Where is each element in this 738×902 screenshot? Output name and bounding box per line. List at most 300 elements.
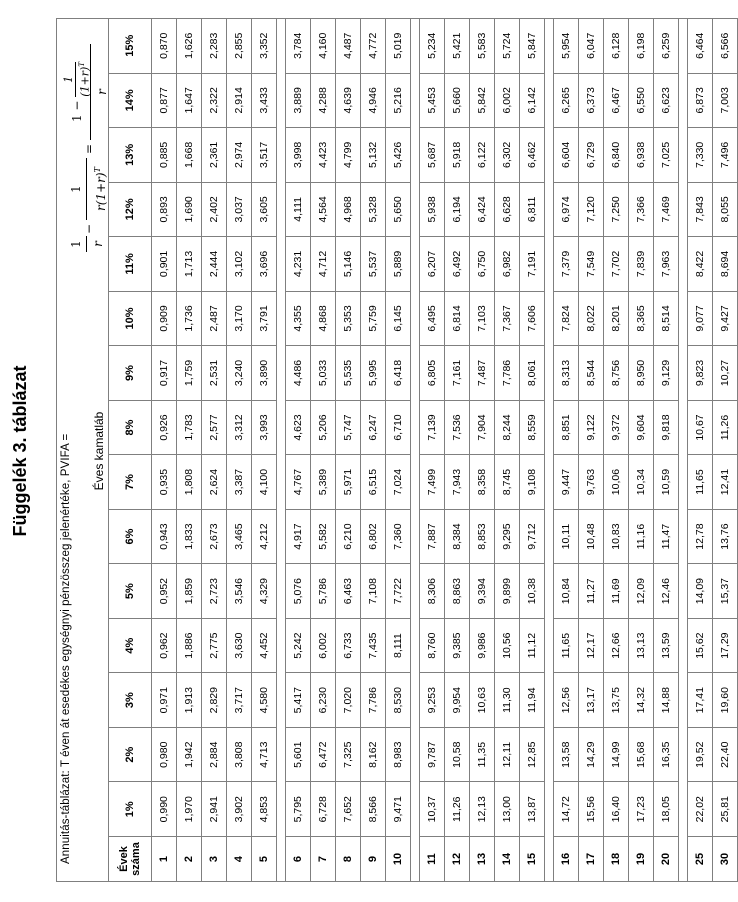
value-cell: 6,207 xyxy=(420,237,445,292)
value-cell: 2,775 xyxy=(202,618,227,673)
value-cell: 1,668 xyxy=(177,128,202,183)
year-cell: 13 xyxy=(470,837,495,882)
value-cell: 6,495 xyxy=(420,291,445,346)
value-cell: 11,69 xyxy=(604,564,629,619)
value-cell: 5,938 xyxy=(420,182,445,237)
value-cell: 11,30 xyxy=(495,673,520,728)
value-cell: 9,372 xyxy=(604,400,629,455)
value-cell: 7,786 xyxy=(495,346,520,401)
value-cell: 8,950 xyxy=(629,346,654,401)
value-cell: 4,160 xyxy=(311,19,336,74)
value-cell: 5,421 xyxy=(445,19,470,74)
value-cell: 2,577 xyxy=(202,400,227,455)
value-cell: 6,492 xyxy=(445,237,470,292)
value-cell: 10,59 xyxy=(654,455,679,510)
value-cell: 2,829 xyxy=(202,673,227,728)
value-cell: 6,230 xyxy=(311,673,336,728)
year-cell: 16 xyxy=(554,837,579,882)
value-cell: 9,129 xyxy=(654,346,679,401)
value-cell: 7,250 xyxy=(604,182,629,237)
table-row xyxy=(177,19,202,882)
value-cell: 4,288 xyxy=(311,73,336,128)
value-cell: 17,23 xyxy=(629,782,654,837)
value-cell: 14,32 xyxy=(629,673,654,728)
value-cell: 4,946 xyxy=(361,73,386,128)
table-row xyxy=(420,19,445,882)
year-cell: 5 xyxy=(252,837,277,882)
value-cell: 5,328 xyxy=(361,182,386,237)
value-cell: 8,201 xyxy=(604,291,629,346)
value-cell: 10,34 xyxy=(629,455,654,510)
formula-fraction-1: 1 r xyxy=(62,236,111,252)
value-cell: 5,537 xyxy=(361,237,386,292)
value-cell: 10,37 xyxy=(420,782,445,837)
value-cell: 9,122 xyxy=(579,400,604,455)
value-cell: 14,99 xyxy=(604,727,629,782)
value-cell: 3,717 xyxy=(227,673,252,728)
value-cell: 11,47 xyxy=(654,509,679,564)
value-cell: 1,886 xyxy=(177,618,202,673)
value-cell: 2,444 xyxy=(202,237,227,292)
value-cell: 0,877 xyxy=(152,73,177,128)
year-cell: 12 xyxy=(445,837,470,882)
value-cell: 0,901 xyxy=(152,237,177,292)
rate-header: 7% xyxy=(109,455,152,510)
value-cell: 12,17 xyxy=(579,618,604,673)
value-cell: 19,60 xyxy=(713,673,738,728)
formula-fraction-2: 1 $r(1+r)^T$ xyxy=(62,158,111,220)
year-cell: 30 xyxy=(713,837,738,882)
value-cell: 3,240 xyxy=(227,346,252,401)
value-cell: 5,242 xyxy=(286,618,311,673)
value-cell: 14,29 xyxy=(579,727,604,782)
value-cell: 9,427 xyxy=(713,291,738,346)
value-cell: 6,198 xyxy=(629,19,654,74)
value-cell: 8,756 xyxy=(604,346,629,401)
value-cell: 6,259 xyxy=(654,19,679,74)
rate-header: 10% xyxy=(109,291,152,346)
value-cell: 2,884 xyxy=(202,727,227,782)
value-cell: 5,353 xyxy=(336,291,361,346)
value-cell: 4,799 xyxy=(336,128,361,183)
value-cell: 6,128 xyxy=(604,19,629,74)
value-cell: 8,358 xyxy=(470,455,495,510)
value-cell: 5,426 xyxy=(386,128,411,183)
value-cell: 14,09 xyxy=(688,564,713,619)
year-cell: 11 xyxy=(420,837,445,882)
value-cell: 4,917 xyxy=(286,509,311,564)
value-cell: 8,694 xyxy=(713,237,738,292)
value-cell: 3,517 xyxy=(252,128,277,183)
table-row xyxy=(654,19,679,882)
value-cell: 8,022 xyxy=(579,291,604,346)
value-cell: 1,736 xyxy=(177,291,202,346)
value-cell: 8,306 xyxy=(420,564,445,619)
rate-header: 9% xyxy=(109,346,152,401)
value-cell: 6,604 xyxy=(554,128,579,183)
value-cell: 10,38 xyxy=(520,564,545,619)
value-cell: 5,417 xyxy=(286,673,311,728)
value-cell: 8,514 xyxy=(654,291,679,346)
value-cell: 1,690 xyxy=(177,182,202,237)
value-cell: 19,52 xyxy=(688,727,713,782)
value-cell: 4,772 xyxy=(361,19,386,74)
value-cell: 1,970 xyxy=(177,782,202,837)
value-cell: 8,162 xyxy=(361,727,386,782)
value-cell: 6,982 xyxy=(495,237,520,292)
value-cell: 11,12 xyxy=(520,618,545,673)
value-cell: 8,313 xyxy=(554,346,579,401)
value-cell: 0,917 xyxy=(152,346,177,401)
year-cell: 4 xyxy=(227,837,252,882)
value-cell: 6,623 xyxy=(654,73,679,128)
value-cell: 7,360 xyxy=(386,509,411,564)
value-cell: 4,767 xyxy=(286,455,311,510)
value-cell: 5,216 xyxy=(386,73,411,128)
year-cell: 8 xyxy=(336,837,361,882)
value-cell: 1,859 xyxy=(177,564,202,619)
table-row xyxy=(713,19,738,882)
value-cell: 12,66 xyxy=(604,618,629,673)
value-cell: 10,84 xyxy=(554,564,579,619)
value-cell: 0,990 xyxy=(152,782,177,837)
value-cell: 3,605 xyxy=(252,182,277,237)
value-cell: 5,786 xyxy=(311,564,336,619)
value-cell: 1,759 xyxy=(177,346,202,401)
value-cell: 11,94 xyxy=(520,673,545,728)
value-cell: 0,935 xyxy=(152,455,177,510)
formula-equals: = xyxy=(82,143,96,154)
value-cell: 6,515 xyxy=(361,455,386,510)
value-cell: 5,582 xyxy=(311,509,336,564)
value-cell: 2,624 xyxy=(202,455,227,510)
value-cell: 13,00 xyxy=(495,782,520,837)
year-cell: 7 xyxy=(311,837,336,882)
value-cell: 8,853 xyxy=(470,509,495,564)
table-row xyxy=(520,19,545,882)
value-cell: 3,696 xyxy=(252,237,277,292)
value-cell: 6,002 xyxy=(495,73,520,128)
value-cell: 3,890 xyxy=(252,346,277,401)
value-cell: 1,942 xyxy=(177,727,202,782)
value-cell: 1,783 xyxy=(177,400,202,455)
value-cell: 8,559 xyxy=(520,400,545,455)
value-cell: 6,628 xyxy=(495,182,520,237)
value-cell: 4,712 xyxy=(311,237,336,292)
value-cell: 3,808 xyxy=(227,727,252,782)
value-cell: 9,447 xyxy=(554,455,579,510)
value-cell: 8,055 xyxy=(713,182,738,237)
year-cell: 20 xyxy=(654,837,679,882)
rate-header: 14% xyxy=(109,73,152,128)
value-cell: 7,366 xyxy=(629,182,654,237)
value-cell: 5,146 xyxy=(336,237,361,292)
value-cell: 11,26 xyxy=(713,400,738,455)
value-cell: 6,840 xyxy=(604,128,629,183)
value-cell: 9,818 xyxy=(654,400,679,455)
value-cell: 6,373 xyxy=(579,73,604,128)
group-separator-cell xyxy=(277,19,286,882)
rate-header: 12% xyxy=(109,182,152,237)
value-cell: 5,389 xyxy=(311,455,336,510)
value-cell: 4,487 xyxy=(336,19,361,74)
value-cell: 0,909 xyxy=(152,291,177,346)
value-cell: 18,05 xyxy=(654,782,679,837)
value-cell: 3,546 xyxy=(227,564,252,619)
value-cell: 6,463 xyxy=(336,564,361,619)
value-cell: 7,963 xyxy=(654,237,679,292)
value-cell: 7,606 xyxy=(520,291,545,346)
value-cell: 6,873 xyxy=(688,73,713,128)
value-cell: 6,194 xyxy=(445,182,470,237)
value-cell: 4,853 xyxy=(252,782,277,837)
value-cell: 12,11 xyxy=(495,727,520,782)
value-cell: 4,580 xyxy=(252,673,277,728)
value-cell: 8,365 xyxy=(629,291,654,346)
group-separator-cell xyxy=(679,19,688,882)
value-cell: 12,13 xyxy=(470,782,495,837)
value-cell: 5,453 xyxy=(420,73,445,128)
value-cell: 3,993 xyxy=(252,400,277,455)
value-cell: 5,076 xyxy=(286,564,311,619)
value-cell: 11,27 xyxy=(579,564,604,619)
value-cell: 6,247 xyxy=(361,400,386,455)
value-cell: 11,65 xyxy=(688,455,713,510)
years-header: Évek száma xyxy=(109,837,152,882)
value-cell: 9,986 xyxy=(470,618,495,673)
value-cell: 5,601 xyxy=(286,727,311,782)
value-cell: 3,889 xyxy=(286,73,311,128)
value-cell: 3,102 xyxy=(227,237,252,292)
table-row xyxy=(579,19,604,882)
rate-header-row xyxy=(109,19,152,882)
value-cell: 6,750 xyxy=(470,237,495,292)
table-row xyxy=(604,19,629,882)
formula-minus: − xyxy=(82,223,96,234)
value-cell: 8,851 xyxy=(554,400,579,455)
value-cell: 6,302 xyxy=(495,128,520,183)
table-row xyxy=(152,19,177,882)
value-cell: 4,713 xyxy=(252,727,277,782)
value-cell: 3,433 xyxy=(252,73,277,128)
value-cell: 2,402 xyxy=(202,182,227,237)
value-cell: 2,361 xyxy=(202,128,227,183)
formula-fraction-3: 1 − 1 $(1+r)^T$ r xyxy=(62,44,115,140)
value-cell: 2,673 xyxy=(202,509,227,564)
group-separator xyxy=(277,19,286,882)
value-cell: 6,462 xyxy=(520,128,545,183)
year-cell: 25 xyxy=(688,837,713,882)
value-cell: 10,27 xyxy=(713,346,738,401)
value-cell: 7,103 xyxy=(470,291,495,346)
value-cell: 5,583 xyxy=(470,19,495,74)
value-cell: 6,142 xyxy=(520,73,545,128)
value-cell: 7,108 xyxy=(361,564,386,619)
value-cell: 12,46 xyxy=(654,564,679,619)
value-cell: 6,566 xyxy=(713,19,738,74)
value-cell: 6,472 xyxy=(311,727,336,782)
value-cell: 6,122 xyxy=(470,128,495,183)
value-cell: 7,191 xyxy=(520,237,545,292)
value-cell: 6,550 xyxy=(629,73,654,128)
value-cell: 6,805 xyxy=(420,346,445,401)
value-cell: 4,212 xyxy=(252,509,277,564)
year-cell: 3 xyxy=(202,837,227,882)
table-row xyxy=(470,19,495,882)
value-cell: 5,724 xyxy=(495,19,520,74)
value-cell: 7,887 xyxy=(420,509,445,564)
value-cell: 7,722 xyxy=(386,564,411,619)
table-row xyxy=(286,19,311,882)
value-cell: 12,41 xyxy=(713,455,738,510)
value-cell: 8,863 xyxy=(445,564,470,619)
value-cell: 17,41 xyxy=(688,673,713,728)
table-row xyxy=(202,19,227,882)
value-cell: 5,687 xyxy=(420,128,445,183)
value-cell: 9,295 xyxy=(495,509,520,564)
value-cell: 8,111 xyxy=(386,618,411,673)
value-cell: 4,329 xyxy=(252,564,277,619)
value-cell: 9,253 xyxy=(420,673,445,728)
value-cell: 8,983 xyxy=(386,727,411,782)
value-cell: 13,13 xyxy=(629,618,654,673)
value-cell: 12,09 xyxy=(629,564,654,619)
table-row xyxy=(445,19,470,882)
value-cell: 8,745 xyxy=(495,455,520,510)
value-cell: 10,83 xyxy=(604,509,629,564)
value-cell: 6,938 xyxy=(629,128,654,183)
table-row xyxy=(386,19,411,882)
value-cell: 11,65 xyxy=(554,618,579,673)
value-cell: 5,954 xyxy=(554,19,579,74)
value-cell: 15,68 xyxy=(629,727,654,782)
rate-header: 13% xyxy=(109,128,152,183)
value-cell: 5,660 xyxy=(445,73,470,128)
value-cell: 3,791 xyxy=(252,291,277,346)
value-cell: 6,467 xyxy=(604,73,629,128)
value-cell: 1,833 xyxy=(177,509,202,564)
value-cell: 25,81 xyxy=(713,782,738,837)
group-separator xyxy=(411,19,420,882)
value-cell: 7,120 xyxy=(579,182,604,237)
value-cell: 14,88 xyxy=(654,673,679,728)
value-cell: 5,889 xyxy=(386,237,411,292)
value-cell: 5,795 xyxy=(286,782,311,837)
group-separator-cell xyxy=(545,19,554,882)
value-cell: 7,549 xyxy=(579,237,604,292)
year-cell: 10 xyxy=(386,837,411,882)
value-cell: 4,355 xyxy=(286,291,311,346)
value-cell: 13,58 xyxy=(554,727,579,782)
value-cell: 6,145 xyxy=(386,291,411,346)
value-cell: 5,019 xyxy=(386,19,411,74)
value-cell: 3,784 xyxy=(286,19,311,74)
group-separator-cell xyxy=(411,19,420,882)
value-cell: 5,234 xyxy=(420,19,445,74)
value-cell: 0,885 xyxy=(152,128,177,183)
value-cell: 3,170 xyxy=(227,291,252,346)
value-cell: 7,536 xyxy=(445,400,470,455)
value-cell: 2,487 xyxy=(202,291,227,346)
value-cell: 9,471 xyxy=(386,782,411,837)
value-cell: 13,87 xyxy=(520,782,545,837)
value-cell: 2,283 xyxy=(202,19,227,74)
rate-header: 2% xyxy=(109,727,152,782)
value-cell: 1,913 xyxy=(177,673,202,728)
value-cell: 13,17 xyxy=(579,673,604,728)
value-cell: 1,808 xyxy=(177,455,202,510)
table-subtitle: Annuitás-táblázat: T éven át esedékes egységnyi pénzösszeg jelenértéke, PVIFA = xyxy=(60,433,72,864)
value-cell: 0,893 xyxy=(152,182,177,237)
value-cell: 5,535 xyxy=(336,346,361,401)
value-cell: 7,499 xyxy=(420,455,445,510)
value-cell: 7,161 xyxy=(445,346,470,401)
value-cell: 5,918 xyxy=(445,128,470,183)
value-cell: 6,710 xyxy=(386,400,411,455)
value-cell: 3,387 xyxy=(227,455,252,510)
table-row xyxy=(227,19,252,882)
value-cell: 7,024 xyxy=(386,455,411,510)
value-cell: 7,824 xyxy=(554,291,579,346)
value-cell: 5,206 xyxy=(311,400,336,455)
value-cell: 6,729 xyxy=(579,128,604,183)
rate-header: 1% xyxy=(109,782,152,837)
value-cell: 8,061 xyxy=(520,346,545,401)
value-cell: 7,020 xyxy=(336,673,361,728)
value-cell: 8,544 xyxy=(579,346,604,401)
value-cell: 5,971 xyxy=(336,455,361,510)
value-cell: 22,02 xyxy=(688,782,713,837)
value-cell: 7,786 xyxy=(361,673,386,728)
value-cell: 4,968 xyxy=(336,182,361,237)
group-separator xyxy=(679,19,688,882)
value-cell: 5,033 xyxy=(311,346,336,401)
value-cell: 8,422 xyxy=(688,237,713,292)
value-cell: 5,847 xyxy=(520,19,545,74)
year-cell: 6 xyxy=(286,837,311,882)
value-cell: 2,855 xyxy=(227,19,252,74)
year-cell: 9 xyxy=(361,837,386,882)
value-cell: 10,67 xyxy=(688,400,713,455)
value-cell: 9,108 xyxy=(520,455,545,510)
value-cell: 9,954 xyxy=(445,673,470,728)
value-cell: 12,56 xyxy=(554,673,579,728)
value-cell: 9,763 xyxy=(579,455,604,510)
value-cell: 10,56 xyxy=(495,618,520,673)
value-cell: 8,384 xyxy=(445,509,470,564)
value-cell: 2,914 xyxy=(227,73,252,128)
value-cell: 7,325 xyxy=(336,727,361,782)
value-cell: 7,367 xyxy=(495,291,520,346)
value-cell: 4,623 xyxy=(286,400,311,455)
value-cell: 5,842 xyxy=(470,73,495,128)
value-cell: 6,802 xyxy=(361,509,386,564)
value-cell: 9,394 xyxy=(470,564,495,619)
value-cell: 3,998 xyxy=(286,128,311,183)
value-cell: 9,604 xyxy=(629,400,654,455)
value-cell: 0,870 xyxy=(152,19,177,74)
value-cell: 9,077 xyxy=(688,291,713,346)
value-cell: 4,452 xyxy=(252,618,277,673)
value-cell: 0,971 xyxy=(152,673,177,728)
value-cell: 14,72 xyxy=(554,782,579,837)
value-cell: 1,626 xyxy=(177,19,202,74)
value-cell: 4,111 xyxy=(286,182,311,237)
value-cell: 4,231 xyxy=(286,237,311,292)
value-cell: 6,418 xyxy=(386,346,411,401)
value-cell: 15,62 xyxy=(688,618,713,673)
rate-header: 11% xyxy=(109,237,152,292)
